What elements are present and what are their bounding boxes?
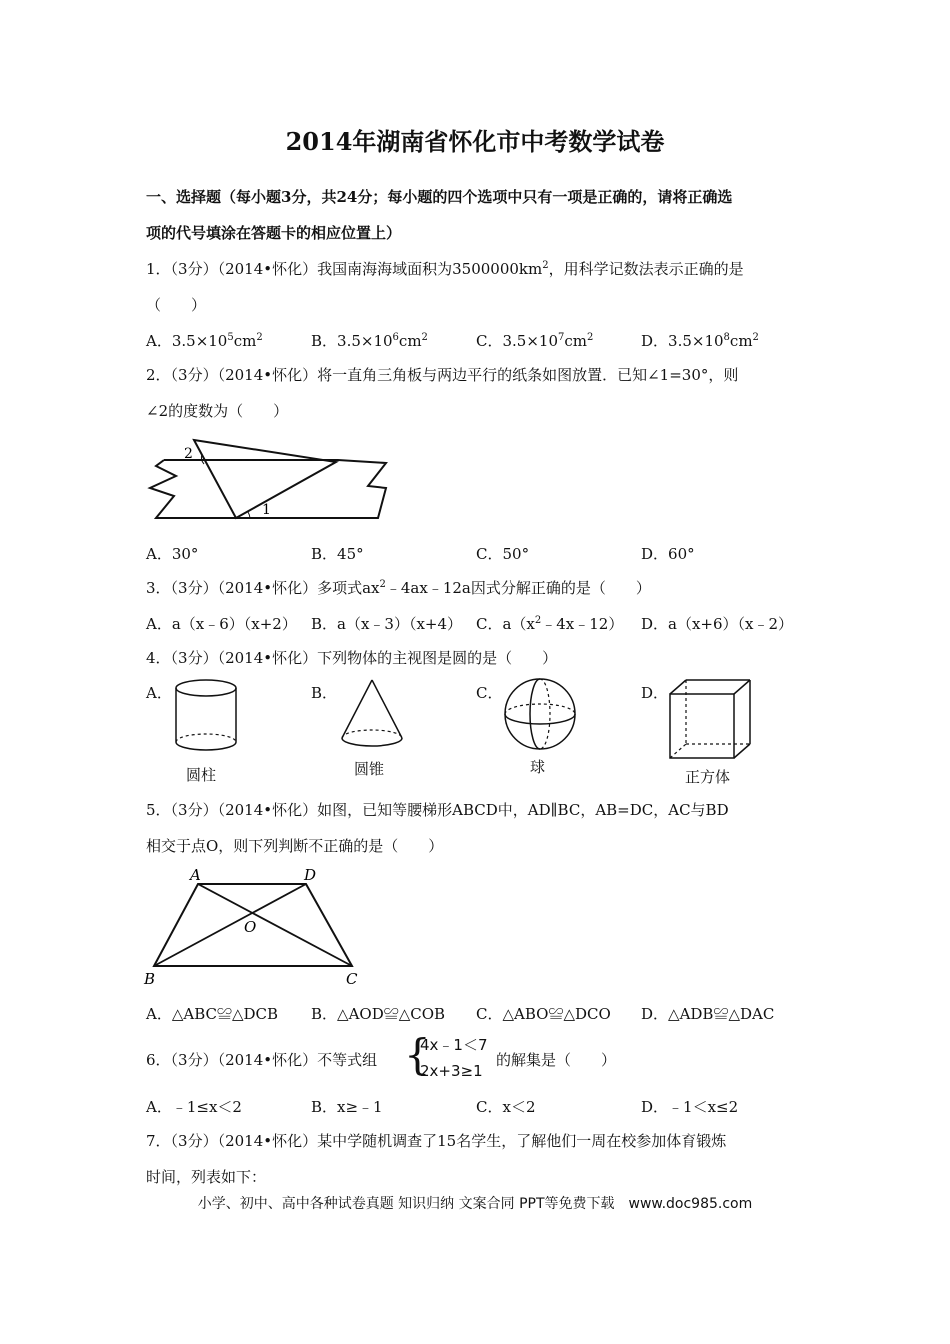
- q4-caption-cone: 圆锥: [354, 760, 385, 778]
- footer-download-notice: 小学、初中、高中各种试卷真题 知识归纳 文案合同 PPT等免费下载 www.doc985.com: [197, 1196, 753, 1212]
- question-3-stem: 3．（3分）（2014•怀化）多项式$ax^2﹣4ax﹣12a$因式分解正确的是（ ）: [146, 579, 651, 597]
- system-brace: {: [404, 1030, 431, 1079]
- q2-option-b: B．45°: [311, 545, 364, 563]
- q6-option-d: D．﹣1＜x≤2: [641, 1098, 739, 1116]
- cone-figure: [336, 676, 408, 754]
- cylinder-figure: [170, 676, 242, 760]
- sphere-figure: [502, 676, 580, 754]
- q6-option-a: A．﹣1≤x＜2: [146, 1098, 242, 1116]
- question-6-stem-b: 的解集是（ ）: [496, 1051, 617, 1069]
- vertex-a-label: A: [190, 866, 201, 884]
- question-2-line2: ∠2的度数为（ ）: [146, 402, 289, 420]
- vertex-c-label: C: [346, 970, 358, 988]
- q1-option-b: B．$3.5\times 10^6cm^2$: [311, 332, 428, 350]
- question-7-line1: 7．（3分）（2014•怀化）某中学随机调查了15名学生，了解他们一周在校参加体育锻炼: [146, 1132, 727, 1150]
- q5-option-b: B．△AOD≌△COB: [311, 1005, 446, 1023]
- vertex-b-label: B: [144, 970, 156, 988]
- question-1-stem: 1．（3分）（2014•怀化）我国南海海域面积为$3500000km^2$，用科学记数法表示正确的是: [146, 260, 744, 278]
- angle-2-label: 2: [184, 446, 193, 462]
- q6-option-b: B．x≥﹣1: [311, 1098, 383, 1116]
- q2-option-a: A．30°: [146, 545, 199, 563]
- q2-option-d: D．60°: [641, 545, 695, 563]
- q1-option-a: A．$3.5\times 10^5cm^2$: [146, 332, 263, 350]
- triangle-strip-figure: [146, 436, 392, 526]
- q1-option-d: D．$3.5\times 10^8cm^2$: [641, 332, 759, 350]
- section-heading-line1: 一、选择题（每小题3分，共24分；每小题的四个选项中只有一项是正确的，请将正确选: [146, 188, 733, 206]
- question-2-line1: 2．（3分）（2014•怀化）将一直角三角板与两边平行的纸条如图放置．已知∠1=30°，则: [146, 366, 739, 384]
- page-title: 2014年湖南省怀化市中考数学试卷: [285, 127, 665, 156]
- q5-option-a: A．△ABC≌△DCB: [146, 1005, 279, 1023]
- q4-caption-cube: 正方体: [685, 768, 731, 786]
- cube-figure: [666, 676, 756, 762]
- q3-option-c: C．$a(x^2﹣4x﹣12)$: [476, 615, 624, 633]
- q5-option-c: C．△ABO≌△DCO: [476, 1005, 611, 1023]
- vertex-d-label: D: [304, 866, 317, 884]
- q4-option-d-letter: D．: [641, 684, 669, 702]
- question-1-paren: （ ）: [146, 296, 207, 314]
- q3-option-d: D．a（x+6）（x﹣2）: [641, 615, 794, 633]
- question-6-stem-a: 6．（3分）（2014•怀化）不等式组: [146, 1051, 378, 1069]
- trapezoid-figure: [140, 866, 370, 990]
- q1-option-c: C．$3.5\times 10^7cm^2$: [476, 332, 594, 350]
- q3-option-b: B．a（x﹣3）（x+4）: [311, 615, 463, 633]
- question-4-stem: 4．（3分）（2014•怀化）下列物体的主视图是圆的是（ ）: [146, 649, 558, 667]
- q4-option-b-letter: B．: [311, 684, 338, 702]
- question-7-line2: 时间，列表如下：: [146, 1168, 267, 1186]
- question-5-line2: 相交于点O，则下列判断不正确的是（ ）: [146, 837, 444, 855]
- inequality-2: 2x+3≥1: [420, 1062, 483, 1080]
- q4-option-c-letter: C．: [476, 684, 503, 702]
- section-heading-line2: 项的代号填涂在答题卡的相应位置上）: [146, 224, 402, 242]
- question-5-line1: 5．（3分）（2014•怀化）如图，已知等腰梯形ABCD中，AD∥BC，AB=DC，AC与BD: [146, 801, 729, 819]
- q4-caption-sphere: 球: [530, 758, 546, 776]
- q4-option-a-letter: A．: [146, 684, 172, 702]
- point-o-label: O: [244, 918, 257, 936]
- inequality-1: 4x﹣1＜7: [420, 1036, 488, 1054]
- q2-option-c: C．50°: [476, 545, 530, 563]
- q6-option-c: C．x＜2: [476, 1098, 536, 1116]
- q4-caption-cylinder: 圆柱: [186, 766, 217, 784]
- angle-1-label: 1: [262, 502, 271, 518]
- q3-option-a: A．a（x﹣6）（x+2）: [146, 615, 297, 633]
- q5-option-d: D．△ADB≌△DAC: [641, 1005, 775, 1023]
